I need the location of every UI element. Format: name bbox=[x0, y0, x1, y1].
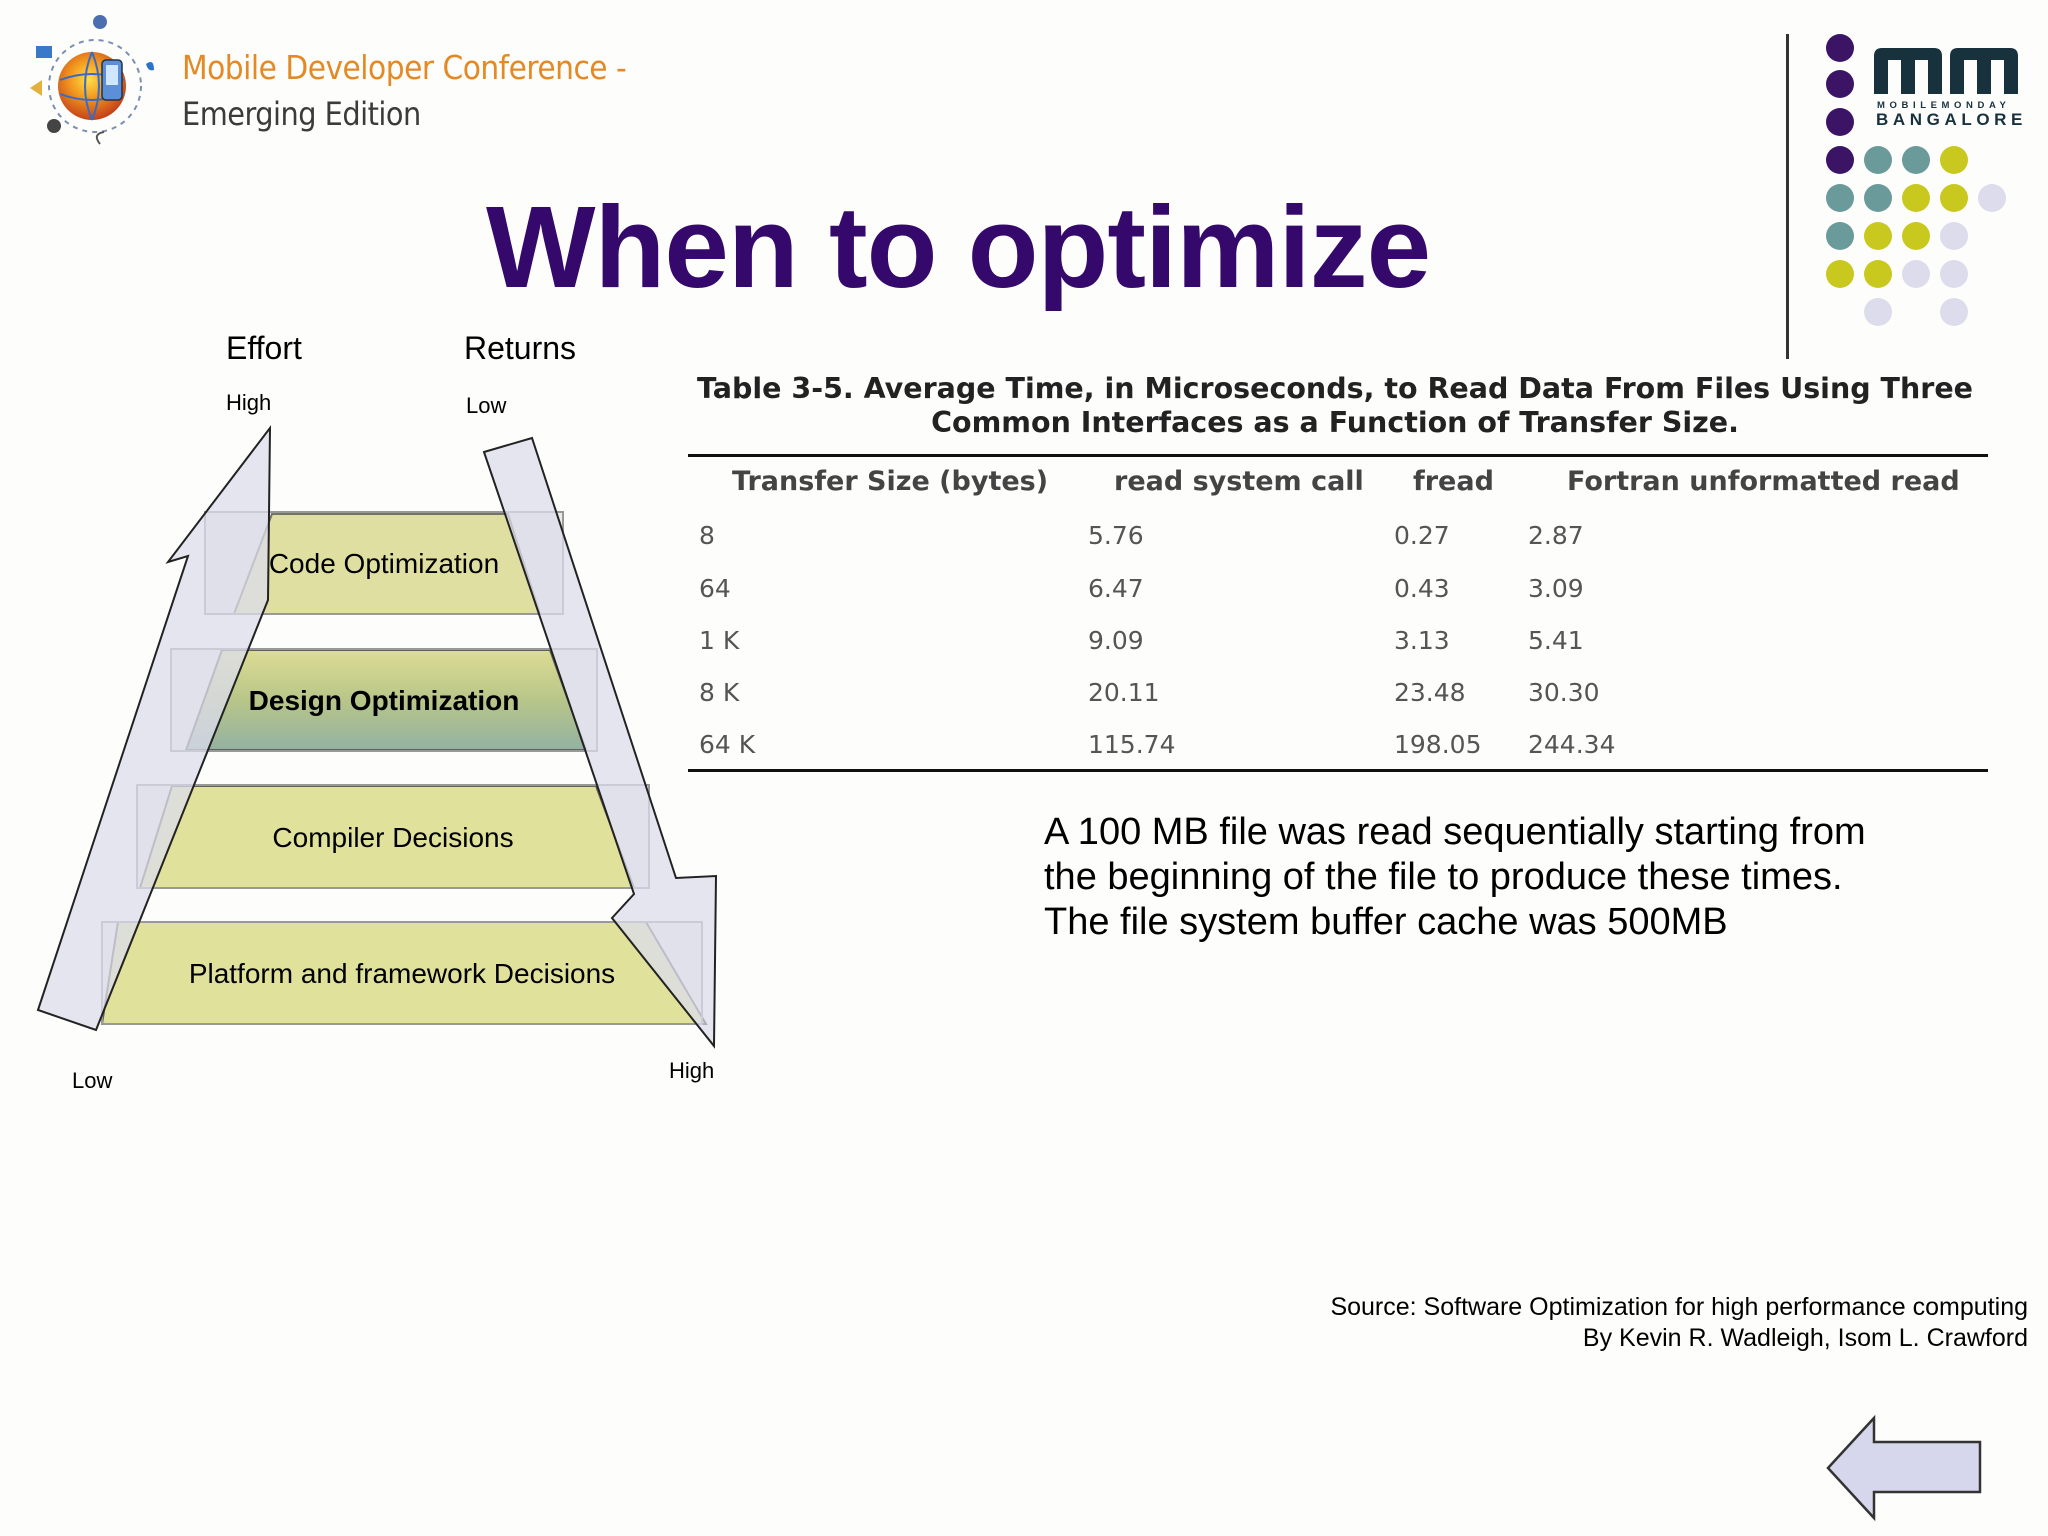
step-label-design-optimization: Design Optimization bbox=[248, 685, 520, 716]
decor-dot bbox=[1940, 146, 1968, 174]
decor-dot bbox=[1826, 222, 1854, 250]
conference-title-line2: Emerging Edition bbox=[182, 95, 421, 133]
step-label-platform-decisions: Platform and framework Decisions bbox=[188, 958, 616, 989]
decor-dot bbox=[1826, 34, 1854, 62]
table-cell: 30.30 bbox=[1528, 678, 1600, 707]
page-title: When to optimize bbox=[486, 182, 1431, 312]
returns-low-label: Low bbox=[466, 393, 507, 418]
table-cell: 244.34 bbox=[1528, 730, 1616, 759]
mm-logo-icon bbox=[1872, 44, 2022, 96]
decor-dot bbox=[1940, 260, 1968, 288]
table-cell: 23.48 bbox=[1394, 678, 1466, 707]
decor-dot bbox=[1940, 298, 1968, 326]
table-cell: 8 bbox=[699, 521, 715, 550]
decor-dot bbox=[1864, 146, 1892, 174]
table-cell: 1 K bbox=[699, 626, 740, 655]
table-caption-line1: Table 3-5. Average Time, in Microseconds, to Read Data From Files Using Three bbox=[696, 372, 1973, 405]
conference-title-line1: Mobile Developer Conference - bbox=[182, 48, 627, 87]
table-cell: 198.05 bbox=[1394, 730, 1482, 759]
mobilemonday-label: MOBILEMONDAY bbox=[1877, 100, 2011, 111]
table-cell: 5.76 bbox=[1088, 521, 1144, 550]
decor-dot bbox=[1864, 222, 1892, 250]
table-cell: 5.41 bbox=[1528, 626, 1584, 655]
source-citation bbox=[1330, 1292, 2028, 1354]
table-cell: 64 K bbox=[699, 730, 756, 759]
step-label-compiler-decisions: Compiler Decisions bbox=[272, 822, 514, 853]
table-cell: 8 K bbox=[699, 678, 740, 707]
table-bottom-rule bbox=[688, 769, 1988, 772]
table-header-read-system-call: read system call bbox=[1114, 466, 1364, 497]
table-top-rule bbox=[688, 454, 1988, 457]
table-caption bbox=[690, 372, 1980, 440]
returns-high-label: High bbox=[669, 1058, 715, 1083]
decor-dot bbox=[1826, 260, 1854, 288]
decor-dot bbox=[1826, 184, 1854, 212]
decor-dot bbox=[1902, 260, 1930, 288]
table-cell: 3.13 bbox=[1394, 626, 1450, 655]
decor-dot bbox=[1940, 222, 1968, 250]
decor-dot bbox=[1978, 184, 2006, 212]
decor-dot bbox=[1826, 70, 1854, 98]
decor-dot bbox=[1864, 260, 1892, 288]
table-cell: 115.74 bbox=[1088, 730, 1176, 759]
mobilemonday-city: BANGALORE bbox=[1876, 110, 2027, 129]
decor-dot bbox=[1902, 146, 1930, 174]
table-cell: 9.09 bbox=[1088, 626, 1144, 655]
explanation-text: A 100 MB file was read sequentially starting from the beginning of the file to produce these times. The file system buffer cache was 500MB bbox=[1044, 811, 1866, 943]
divider-line bbox=[1786, 34, 1789, 359]
table-cell: 20.11 bbox=[1088, 678, 1160, 707]
table-cell: 6.47 bbox=[1088, 574, 1144, 603]
decor-dot bbox=[1826, 108, 1854, 136]
left-arrow-icon bbox=[1828, 1418, 1980, 1518]
table-cell: 2.87 bbox=[1528, 521, 1584, 550]
table-cell: 0.43 bbox=[1394, 574, 1450, 603]
returns-label: Returns bbox=[464, 330, 577, 366]
table-cell: 64 bbox=[699, 574, 731, 603]
decor-dot bbox=[1940, 184, 1968, 212]
effort-high-label: High bbox=[226, 390, 272, 415]
table-cell: 0.27 bbox=[1394, 521, 1450, 550]
source-line2: By Kevin R. Wadleigh, Isom L. Crawford bbox=[1582, 1324, 2028, 1352]
table-header-fread: fread bbox=[1413, 466, 1494, 497]
table-header-fortran-read: Fortran unformatted read bbox=[1567, 466, 1960, 497]
table-caption-line2: Common Interfaces as a Function of Transfer Size. bbox=[931, 406, 1739, 439]
back-arrow-button[interactable] bbox=[1824, 1412, 1984, 1524]
step-label-code-optimization: Code Optimization bbox=[268, 548, 500, 579]
decor-dot bbox=[1826, 146, 1854, 174]
decor-dot bbox=[1902, 222, 1930, 250]
table-cell: 3.09 bbox=[1528, 574, 1584, 603]
table-header-transfer-size: Transfer Size (bytes) bbox=[732, 466, 1049, 497]
decor-dot bbox=[1902, 184, 1930, 212]
decor-dot bbox=[1864, 298, 1892, 326]
decor-dot bbox=[1864, 184, 1892, 212]
effort-label: Effort bbox=[226, 330, 302, 366]
source-line1: Source: Software Optimization for high performance computing bbox=[1330, 1293, 2028, 1321]
effort-low-label: Low bbox=[72, 1068, 113, 1093]
